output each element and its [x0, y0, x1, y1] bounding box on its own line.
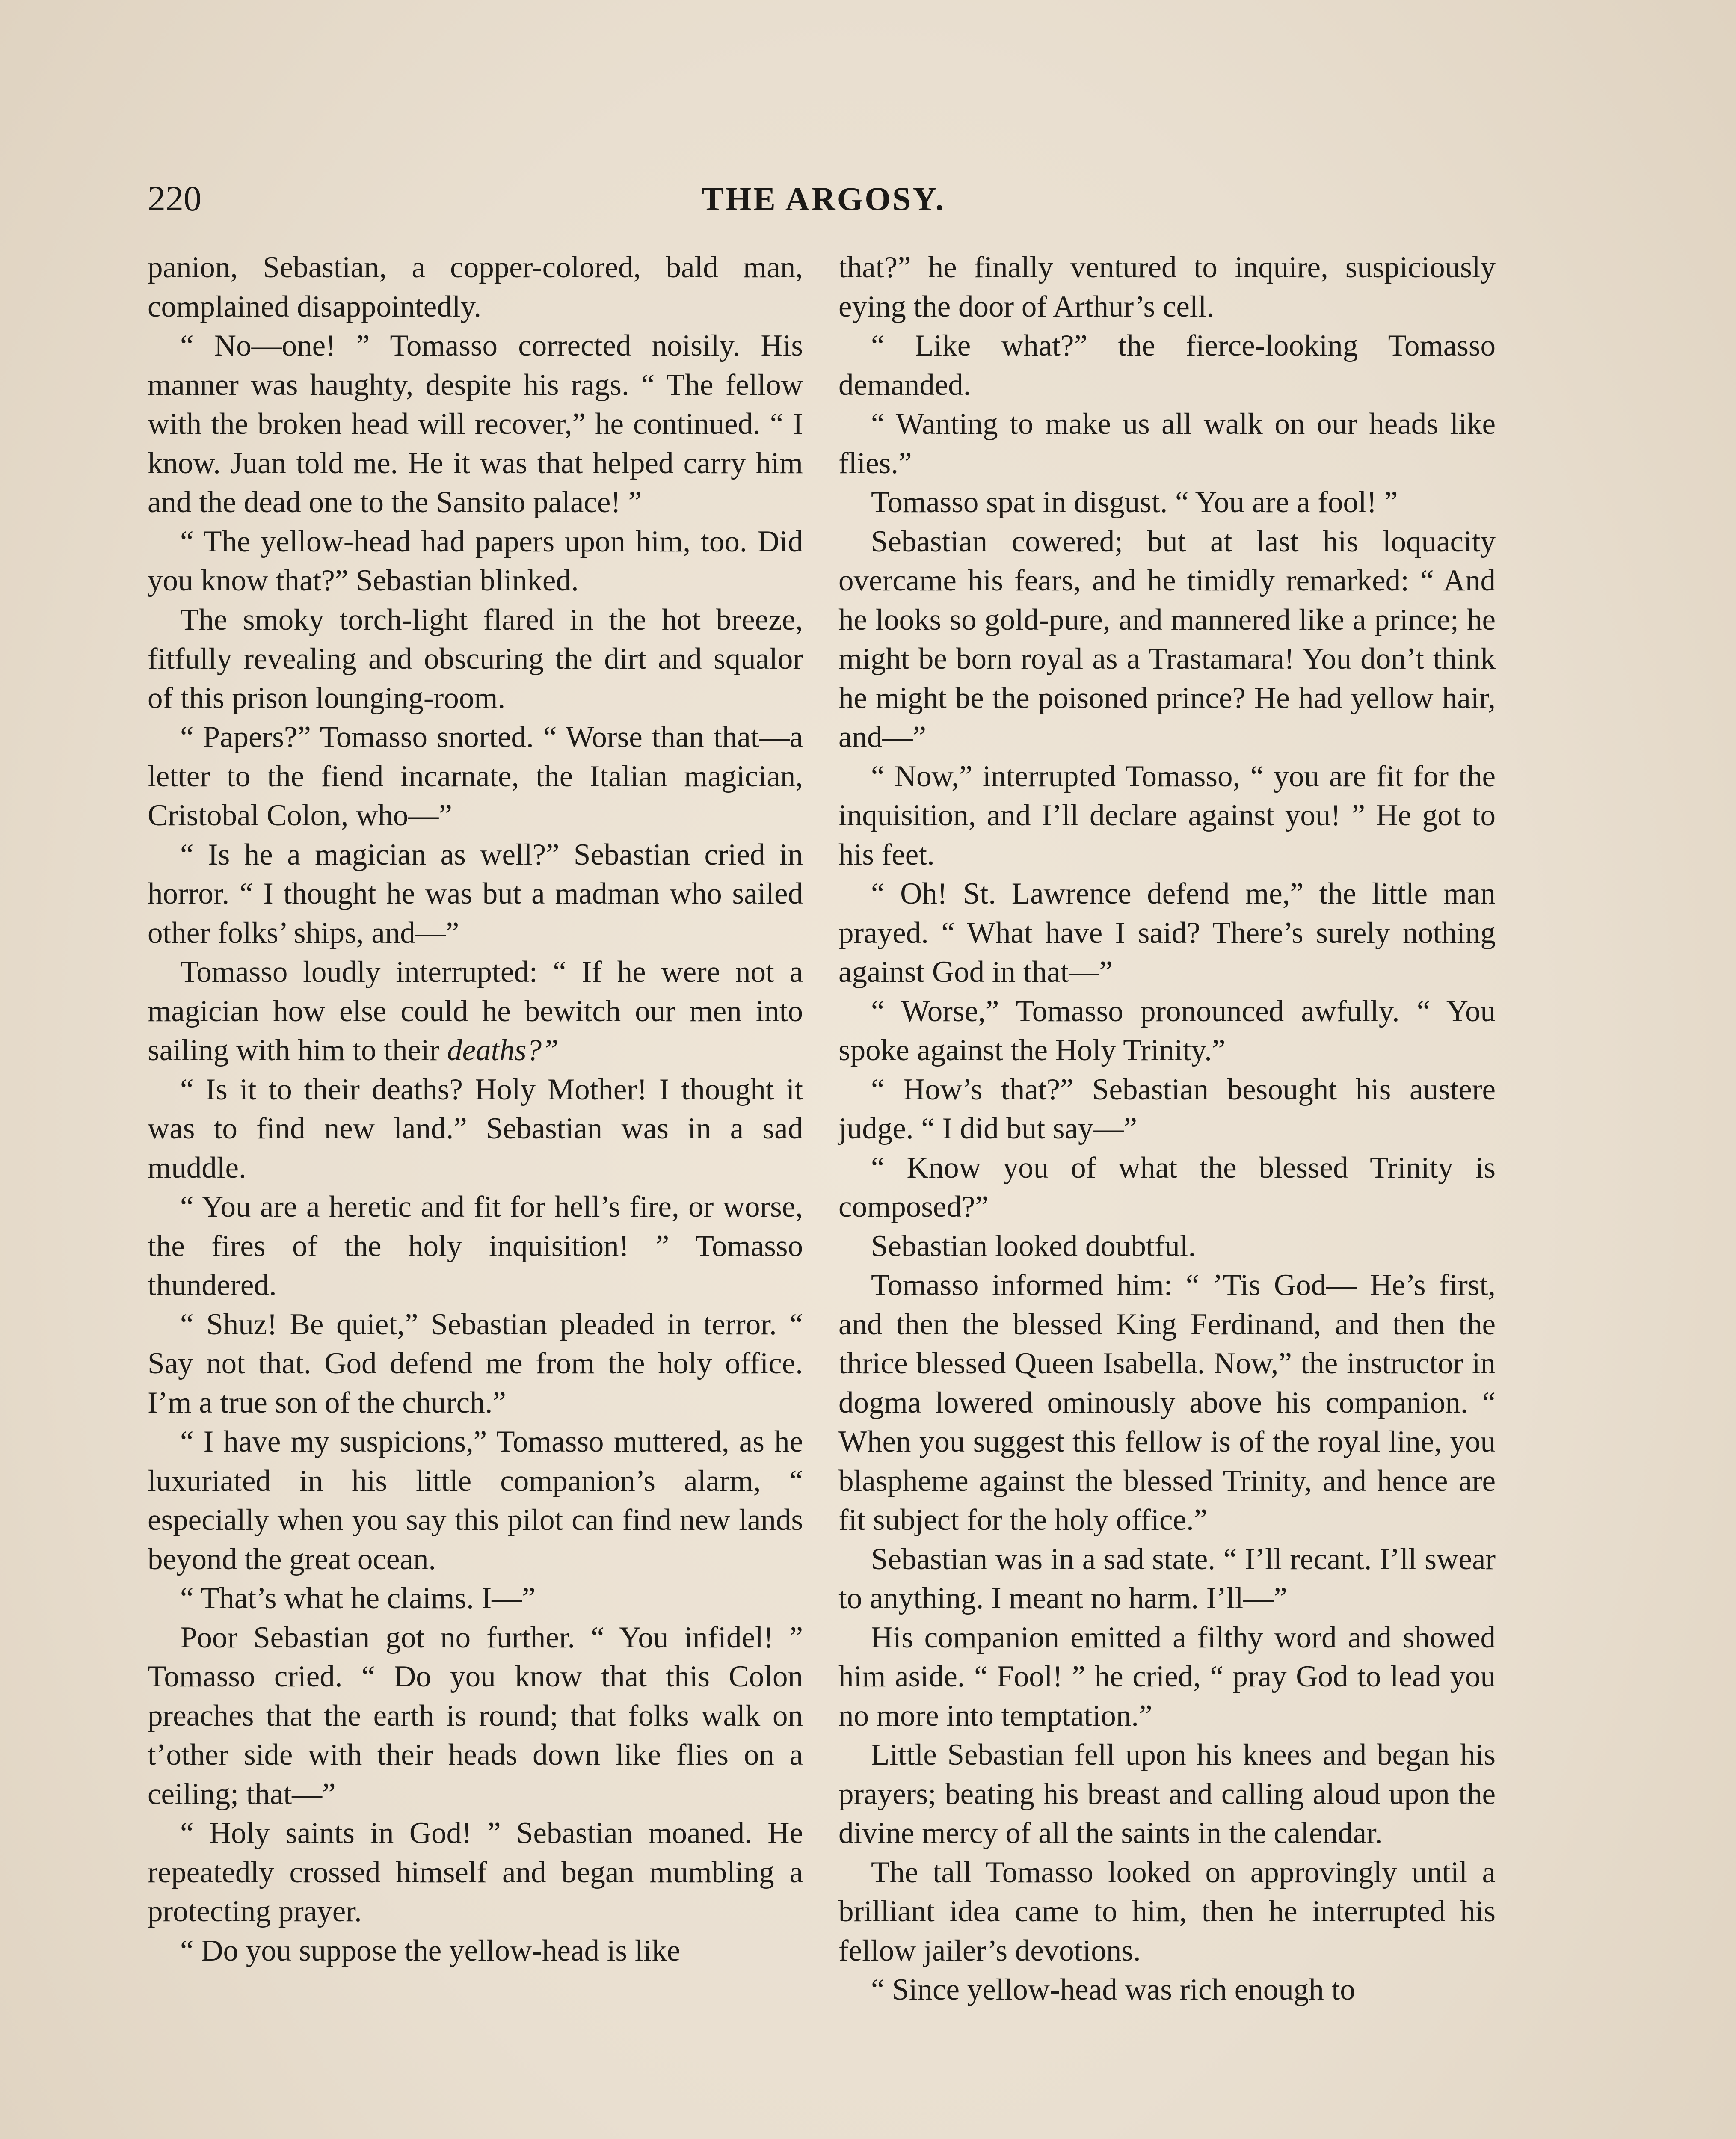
paragraph	[838, 326, 1496, 405]
paragraph-text: The smoky torch-light flared in the hot breeze, fitfully revealing and obscuring the dirt and squalor of this prison lounging-room.	[148, 603, 803, 715]
paragraph-text: “ Know you of what the blessed Trinity is composed?”	[838, 1151, 1496, 1224]
paragraph	[838, 874, 1496, 992]
paragraph-text: Sebastian was in a sad state. “ I’ll recant. I’ll swear to anything. I meant no harm. I’ll—”	[838, 1542, 1496, 1615]
paragraph-text: Tomasso loudly interrupted: “ If he were not a magician how else could he bewitch our men into sailing with him to their	[148, 955, 803, 1067]
paragraph	[148, 718, 803, 835]
paragraph	[148, 835, 803, 953]
paragraph-text: “ Is he a magician as well?” Sebastian cried in horror. “ I thought he was but a madman who sailed other folks’ ships, and—”	[148, 838, 803, 950]
paragraph	[838, 248, 1496, 326]
paragraph	[148, 1305, 803, 1423]
paragraph	[838, 992, 1496, 1070]
paragraph-text: Little Sebastian fell upon his knees and began his prayers; beating his breast and calling aloud upon the divine mercy of all the saints in the calendar.	[838, 1738, 1496, 1850]
paragraph-text: “ Is it to their deaths? Holy Mother! I thought it was to find new land.” Sebastian was in a sad muddle.	[148, 1072, 803, 1185]
paragraph-text: Sebastian cowered; but at last his loquacity overcame his fears, and he timidly remarked: “ And he looks so gold-pure, and mannered like a prince; he might be born royal as a Trastamara! You don’t think he might be the poisoned prince? He had yellow hair, and—”	[838, 524, 1496, 754]
paragraph	[148, 1188, 803, 1305]
running-head: THE ARGOSY.	[702, 180, 945, 217]
paragraph	[148, 1814, 803, 1932]
paragraph	[148, 326, 803, 522]
paragraph	[838, 1540, 1496, 1618]
italic-text: deaths?”	[447, 1034, 559, 1067]
paragraph-text: “ Do you suppose the yellow-head is like	[180, 1934, 681, 1967]
paragraph	[148, 1932, 803, 1971]
paragraph	[838, 1853, 1496, 1971]
paragraph	[148, 601, 803, 718]
right-text-column	[838, 248, 1496, 2010]
paragraph	[838, 1070, 1496, 1149]
paragraph-text: “ How’s that?” Sebastian besought his austere judge. “ I did but say—”	[838, 1072, 1496, 1145]
paragraph-text: “ Now,” interrupted Tomasso, “ you are fit for the inquisition, and I’ll declare against you! ” He got to his feet.	[838, 759, 1496, 871]
paragraph	[838, 1736, 1496, 1853]
paragraph	[148, 953, 803, 1070]
paragraph-text: “ Wanting to make us all walk on our heads like flies.”	[838, 407, 1496, 480]
paragraph-text: Tomasso informed him: “ ’Tis God— He’s first, and then the blessed King Ferdinand, and then the thrice blessed Queen Isabella. Now,” the instructor in dogma lowered ominously above his companion. “ When you suggest this fellow is of the royal line, you blaspheme against the blessed Trinity, and hence are fit subject for the holy office.”	[838, 1268, 1496, 1537]
paragraph	[148, 1070, 803, 1188]
paragraph	[148, 1579, 803, 1618]
paragraph-text: Poor Sebastian got no further. “ You infidel! ” Tomasso cried. “ Do you know that this Colon preaches that the earth is round; that folks walk on t’other side with their heads down like flies on a ceiling; that—”	[148, 1621, 803, 1811]
paragraph-text: The tall Tomasso looked on approvingly until a brilliant idea came to him, then he interrupted his fellow jailer’s devotions.	[838, 1855, 1496, 1967]
paragraph-text: “ You are a heretic and fit for hell’s fire, or worse, the fires of the holy inquisition! ” Tomasso thundered.	[148, 1190, 803, 1302]
paragraph	[838, 405, 1496, 483]
paragraph-text: Tomasso spat in disgust. “ You are a fool! ”	[871, 486, 1398, 519]
paragraph-text: “ Shuz! Be quiet,” Sebastian pleaded in terror. “ Say not that. God defend me from the holy office. I’m a true son of the church.”	[148, 1307, 803, 1419]
paragraph	[148, 1422, 803, 1579]
paragraph-text: “ Holy saints in God! ” Sebastian moaned. He repeatedly crossed himself and began mumbling a protecting prayer.	[148, 1816, 803, 1928]
paragraph	[838, 1618, 1496, 1736]
paragraph	[838, 757, 1496, 875]
paragraph	[838, 1970, 1496, 2010]
page-number: 220	[148, 179, 201, 219]
paragraph-text: that?” he finally ventured to inquire, suspiciously eying the door of Arthur’s cell.	[838, 251, 1496, 323]
paragraph-text: His companion emitted a filthy word and showed him aside. “ Fool! ” he cried, “ pray God to lead you no more into temptation.”	[838, 1621, 1496, 1733]
paragraph-text: “ Like what?” the fierce-looking Tomasso demanded.	[838, 329, 1496, 402]
paragraph-text: “ Since yellow-head was rich enough to	[871, 1973, 1355, 2006]
paragraph-text: “ That’s what he claims. I—”	[180, 1582, 536, 1615]
paragraph-text: “ Worse,” Tomasso pronounced awfully. “ You spoke against the Holy Trinity.”	[838, 994, 1496, 1067]
left-text-column	[148, 248, 803, 1970]
paragraph	[838, 1227, 1496, 1266]
paragraph-text: “ Papers?” Tomasso snorted. “ Worse than that—a letter to the fiend incarnate, the Italian magician, Cristobal Colon, who—”	[148, 720, 803, 832]
paragraph-text: “ No—one! ” Tomasso corrected noisily. His manner was haughty, despite his rags. “ The fellow with the broken head will recover,” he continued. “ I know. Juan told me. He it was that helped carry him and the dead one to the Sansito palace! ”	[148, 329, 803, 519]
paragraph	[838, 1149, 1496, 1227]
paragraph	[148, 522, 803, 601]
paragraph	[148, 1618, 803, 1814]
page-header	[148, 178, 1499, 225]
paragraph-text: “ Oh! St. Lawrence defend me,” the little man prayed. “ What have I said? There’s surely nothing against God in that—”	[838, 877, 1496, 989]
paragraph-text: panion, Sebastian, a copper-colored, bald man, complained disappointedly.	[148, 251, 803, 323]
paragraph	[838, 522, 1496, 757]
paragraph-text: “ I have my suspicions,” Tomasso muttered, as he luxuriated in his little companion’s alarm, “ especially when you say this pilot can find new lands beyond the great ocean.	[148, 1425, 803, 1576]
paragraph	[838, 1266, 1496, 1540]
paragraph	[148, 248, 803, 326]
paragraph	[838, 483, 1496, 522]
paragraph-text: “ The yellow-head had papers upon him, too. Did you know that?” Sebastian blinked.	[148, 524, 803, 597]
paragraph-text: Sebastian looked doubtful.	[871, 1229, 1196, 1263]
